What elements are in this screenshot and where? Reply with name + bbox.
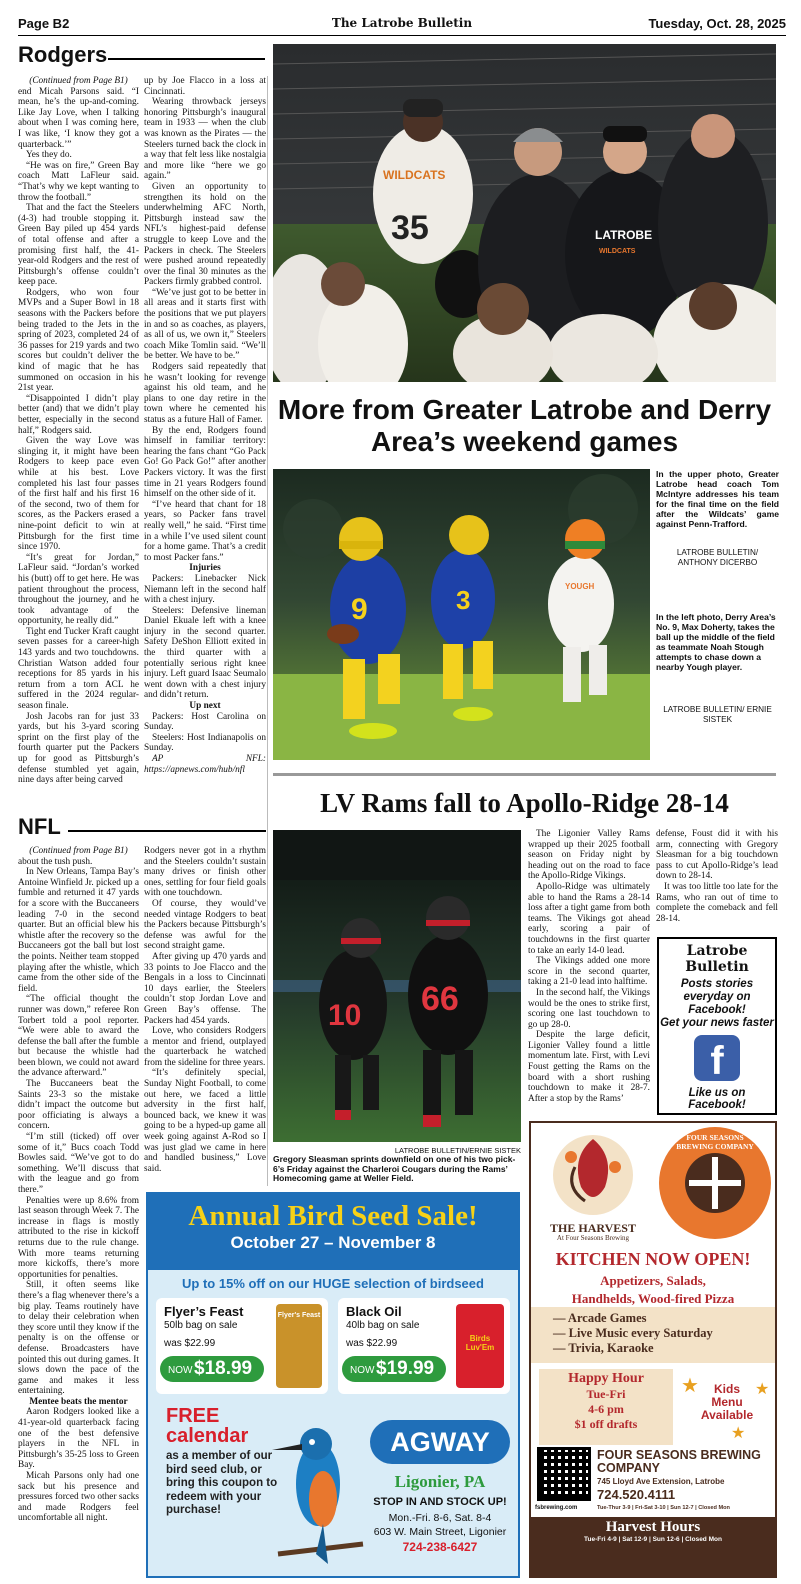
article-paragraph: end Micah Parsons said. “I mean, he’s the up-and-coming. Like Jay Love, when I talking about when I was coming here, I was like, ‘I know they got a quarterback.’”: [18, 86, 139, 150]
product-was-price: was $22.99: [346, 1338, 398, 1349]
article-paragraph: “The official thought the runner was down,” referee Ron Torbert told a pool reporter. “We were able to award the defense the ball after the fumble but because the whistle had been blown, we could not award the advance afterward.”: [18, 994, 139, 1079]
jersey-number: 3: [456, 585, 471, 615]
store-town: Ligonier, PA: [394, 1472, 486, 1491]
ap-link[interactable]: AP NFL: https://apnews.com/hub/nfl: [144, 754, 266, 775]
page-number: Page B2: [18, 16, 70, 31]
article-paragraph: By the end, Rodgers found himself in familiar territory: hearing the fans chant “Go Pack Go! Go Pack Go!” after another Packers victory. It was the first time in 21 years Rodgers found himself on the other side of it.: [144, 425, 266, 500]
ad-line-1: Posts stories everyday on Facebook!: [680, 978, 754, 1016]
derry-area-image: [273, 469, 650, 760]
coach-shirt-text: LATROBE: [595, 228, 653, 242]
company-phone: 724.520.4111: [597, 1487, 676, 1502]
agway-ad[interactable]: [146, 1192, 520, 1578]
lv-rams-column-2: [656, 829, 778, 931]
article-paragraph: After giving up 470 yards and 33 points to Joe Flacco and the Bengals in a loss to Cincinnati 10 days earlier, the Steelers couldn’t stop Jordan Love and Green Bay’s offense. The Packers had 454 yards.: [144, 951, 266, 1026]
article-paragraph: It was too little too late for the Rams, who ran out of time to complete the comeback and fell 28-14.: [656, 881, 778, 924]
team-huddle-image: [273, 44, 776, 382]
upper-photo-caption: In the upper photo, Greater Latrobe head coach Tom McIntyre addresses his team for the final time on the field after the Wildcats’ game against Penn-Trafford.: [656, 469, 779, 529]
newspaper-name: The Latrobe Bulletin: [331, 16, 473, 30]
free-calendar-text: as a member of our bird seed club, or bring this coupon to redeem with your purchase!: [166, 1450, 278, 1516]
star-icon: ★: [731, 1425, 746, 1442]
article-paragraph: That and the fact the Steelers (4-3) had trouble stopping it. Green Bay piled up 454 yards of total offense and after a promising first half, the 41-year-old Rodgers and the rest of Pittsburgh’s offense couldn’t keep pace.: [18, 203, 139, 288]
store-hours: Mon.-Fri. 8-6, Sat. 8-4: [388, 1512, 492, 1524]
jersey-number: 35: [391, 209, 429, 247]
happy-hour-time: 4-6 pm: [588, 1402, 624, 1416]
sale-title: Annual Bird Seed Sale!: [188, 1200, 478, 1232]
article-paragraph: In New Orleans, Tampa Bay’s Antoine Winfield Jr. picked up a fumble and returned it 47 yards for a score with the Buccaneers leading 7-0 in the second quarter. But an official blew his whistle after the recovery so the Buccaneers got the ball but lost the points. Neither team stopped playing after the whistle, which came from the other side of the field.: [18, 867, 139, 994]
seal-text: FOUR SEASONS BREWING COMPANY: [676, 1133, 754, 1151]
more-games-headline: More from Greater Latrobe and Derry Area’s weekend games: [277, 394, 772, 457]
harvest-name: THE HARVEST: [550, 1221, 636, 1235]
left-photo-caption: In the left photo, Derry Area’s No. 9, Max Doherty, takes the ball up the middle of the field as teammate Noah Stough attempts to chase down a nearby Yough player.: [656, 612, 776, 672]
subhead-mentee: Mentee beats the mentor: [29, 1396, 128, 1407]
harvest-hours-box: [531, 1517, 775, 1578]
article-paragraph: Rodgers said repeatedly that he wasn’t looking for revenge against his old team, and he plans to one day retire in the town where he cemented his status as a future Hall of Famer.: [144, 362, 266, 425]
article-paragraph: In the second half, the Vikings would be the ones to strike first, scoring one last touchdown to go up 28-0.: [528, 987, 650, 1030]
article-paragraph: about the tush push.: [18, 856, 93, 867]
article-paragraph: Packers: Linebacker Nick Niemann left in the second half with a chest injury.: [144, 573, 266, 606]
article-paragraph: Josh Jacobs ran for just 33 yards, but his 3-yard scoring sprint on the first play of the fourth quarter put the Packers up for good as Pittsburgh’s defense stumbled yet again, nine days after being carved: [18, 711, 139, 786]
store-phone: 724-238-6427: [402, 1540, 478, 1554]
harvest-hours-title: Harvest Hours: [605, 1519, 701, 1535]
article-paragraph: Micah Parsons only had one sack but his presence and pressures forced two other sacks and made Rodgers feel uncomfortable all night.: [18, 1471, 139, 1524]
amenities-list: [531, 1307, 775, 1363]
article-paragraph: Rodgers never got in a rhythm and the Steelers couldn’t sustain many drives or finish other ones, settling for four field goals with one touchdown.: [144, 846, 266, 899]
kids-menu: Kids Menu Available: [700, 1382, 754, 1422]
article-paragraph: “I’ve heard that chant for 18 years, so Packer fans travel really well,” he said. “First time in a while I’ve used silent count for a home game. That’s a credit to most Packer fans.”: [144, 499, 266, 563]
happy-hour-days: Tue-Fri: [586, 1387, 626, 1401]
happy-hour-box: [539, 1369, 673, 1445]
product-name: Black Oil: [346, 1304, 402, 1319]
subhead-injuries: Injuries: [189, 563, 221, 574]
product-name: Flyer’s Feast: [164, 1304, 244, 1319]
article-paragraph: Given the way Love was slinging it, it might have been Rodgers to keep pace even while at his best. Love completed his last four passes of the first half and his first 16 of the second, two of them for scores, as the Packers erased a nine-point deficit to win at Pittsburgh for the first time since 1970.: [18, 436, 139, 553]
continued-note: (Continued from Page B1): [29, 846, 128, 856]
seed-bag-image: Birds Luv'Em: [456, 1304, 504, 1388]
article-paragraph: Packers: Host Carolina on Sunday.: [144, 711, 266, 733]
harvest-hours: Tue-Fri 4-9 | Sat 12-9 | Sun 12-6 | Closed Mon: [584, 1536, 722, 1543]
kitchen-open: KITCHEN NOW OPEN!: [555, 1249, 751, 1269]
ad-line-2: Get your news faster: [660, 1017, 774, 1029]
article-paragraph: up by Joe Flacco in a loss at Cincinnati.: [144, 76, 266, 97]
article-paragraph: “We’ve just got to be better in all areas and it starts first with the positions that we put players in and so as coaches, as players, as all of us, we own it,” Steelers coach Mike Tomlin said. “We’ll be better. We have to be.”: [144, 287, 266, 362]
stock-up-line: STOP IN AND STOCK UP!: [373, 1496, 507, 1508]
ad-cta: Like us on Facebook!: [688, 1087, 746, 1111]
team-huddle-photo: [273, 44, 776, 382]
article-paragraph: The Buccaneers beat the Saints 23-3 so the mistake didn’t impact the outcome but poor officiating is always a concern.: [18, 1079, 139, 1132]
article-paragraph: Apollo-Ridge was ultimately able to hand the Rams a 28-14 loss after a tight game from both teams. The Vikings got ahead early, scoring a pair of touchdowns in the first quarter to take an early 14-0 lead.: [528, 881, 650, 956]
article-paragraph: Still, it often seems like there’s a flag whenever there’s a big play. Teams routinely have to delay their celebration when they score until they know if the penalty is on the offense or defense. Broadcasters have pointed this out during games. It slows down the pace of the game and makes it less entertaining.: [18, 1280, 139, 1397]
facebook-ad[interactable]: [657, 937, 777, 1115]
upper-photo-credit: LATROBE BULLETIN/ ANTHONY DICERBO: [676, 548, 759, 567]
page-header: [18, 14, 786, 36]
company-website[interactable]: fsbrewing.com: [535, 1505, 578, 1511]
article-paragraph: Rodgers, who won four MVPs and a Super Bowl in 18 seasons with the Packers before being traded to the Jets in the spring of 2023, completed 24 of 36 passes for 219 yards and two scores but couldn’t deliver the kind of magic that he has summoned on occasion in his 21st year.: [18, 287, 139, 394]
article-paragraph: Tight end Tucker Kraft caught seven passes for a career-high 143 yards and two touchdowns. Christian Watson added four receptions for 85 yards in his return from a torn ACL he suffered in the 2024 regular-season finale.: [18, 626, 139, 712]
rams-photo-caption: Gregory Sleasman sprints downfield on one of his two pick-6’s Friday against the Charleroi Cougars during the Rams’ Homecoming game at Weller Field.: [273, 1154, 516, 1184]
agway-logo: AGWAY: [370, 1420, 510, 1464]
menu-line-2: Handhelds, Wood-fired Pizza: [571, 1291, 735, 1306]
article-paragraph: The Ligonier Valley Rams wrapped up their 2025 football season on Friday night by heading out on the road to face the Apollo-Ridge Vikings.: [528, 829, 650, 882]
product-size: 50lb bag on sale: [164, 1320, 238, 1331]
jersey-text: YOUGH: [565, 582, 595, 591]
article-paragraph: “I’m still (ticked) off over some of it,” Bucs coach Todd Bowles said. “We’ve got to do something. We’ll discuss that with the league and go from there.”: [18, 1132, 139, 1195]
rams-photo-credit: LATROBE BULLETIN/ERNIE SISTEK: [394, 1146, 521, 1155]
facebook-icon: f: [694, 1035, 740, 1081]
star-icon: ★: [681, 1375, 699, 1397]
jersey-number: 10: [328, 999, 362, 1032]
coach-shirt-subtext: WILDCATS: [599, 248, 636, 255]
headline-rule: [68, 830, 266, 832]
section-divider: [273, 773, 776, 776]
happy-hour-title: Happy Hour: [568, 1371, 644, 1386]
star-icon: ★: [755, 1381, 770, 1398]
qr-code-icon[interactable]: [537, 1447, 591, 1501]
nfl-column-1: [18, 846, 139, 1576]
continued-note: (Continued from Page B1): [29, 76, 128, 86]
rodgers-column-1: [18, 76, 139, 813]
nfl-headline: NFL: [18, 814, 61, 839]
nfl-column-2: [144, 846, 266, 1188]
article-paragraph: Wearing throwback jerseys honoring Pittsburgh’s inaugural team in 1933 — when the club was known as the Pirates — the Steelers turned back the clock in a way that felt less like nostalgia and more like “here we go again.”: [144, 97, 266, 182]
harvest-logo-icon: [545, 1127, 641, 1221]
rodgers-column-2: [144, 76, 266, 813]
brewery-hours: Tue-Thur 3-9 | Fri-Sat 3-10 | Sun 12-7 | Closed Mon: [597, 1505, 730, 1511]
article-paragraph: Despite the large deficit, Ligonier Valley found a little momentum late. First, with Levi Foust getting the Rams on the board with a short rushing touchdown to make it 28-7. After a stop by the Rams’: [528, 1030, 650, 1104]
derry-area-photo: [273, 469, 650, 760]
article-paragraph: “Disappointed I didn’t play better (and) that we didn’t play better, especially in the second half,” Rodgers said.: [18, 393, 139, 436]
article-paragraph: Given an opportunity to strengthen its hold on the underwhelming AFC North, Pittsburgh instead saw the NFL’s highest-paid defense struggle to keep Love and the Packers in check. The Steelers were pushed around repeatedly over the final 30 minutes as the Packers firmly grabbed control.: [144, 181, 266, 288]
kingfisher-bird-icon: [268, 1404, 368, 1574]
product-was-price: was $22.99: [164, 1338, 216, 1349]
rodgers-headline: Rodgers: [18, 42, 108, 67]
column-rule: [267, 76, 268, 1186]
jersey-text: WILDCATS: [383, 168, 446, 182]
amenity-item: — Arcade Games: [553, 1311, 647, 1325]
left-photo-credit: LATROBE BULLETIN/ ERNIE SISTEK: [663, 705, 772, 724]
lv-rams-column-1: [528, 829, 650, 1121]
article-paragraph: Steelers: Host Indianapolis on Sunday.: [144, 732, 266, 754]
article-paragraph: Of course, they would’ve needed vintage Rodgers to beat the Packers because Pittsburgh’s defense was awful for the second straight game.: [144, 898, 266, 952]
four-seasons-ad[interactable]: [529, 1121, 777, 1578]
subhead-up-next: Up next: [189, 701, 221, 712]
article-paragraph: “He was on fire,” Green Bay coach Matt LaFleur said. “That’s why we kept wanting to throw the football.”: [18, 160, 139, 203]
lv-rams-headline: LV Rams fall to Apollo-Ridge 28-14: [320, 788, 729, 818]
sale-price: $19.99: [376, 1358, 435, 1379]
article-paragraph: Penalties were up 8.6% from last season through Week 7. The increase in flags is mostly attributed to the rise in kickoff returns due to the rule change. With more teams returning more kickoffs, there’s more opportunities for penalties.: [18, 1195, 139, 1280]
product-size: 40lb bag on sale: [346, 1320, 420, 1331]
rams-photo: [273, 830, 521, 1142]
sale-price: $18.99: [194, 1358, 253, 1379]
article-paragraph: Aaron Rodgers looked like a 41-year-old quarterback facing one of the best defensive players in the NFL in Pittsburgh’s 35-25 loss to Green Bay.: [18, 1407, 139, 1471]
seed-bag-image: Flyer's Feast: [276, 1304, 322, 1388]
menu-line-1: Appetizers, Salads,: [600, 1273, 706, 1288]
headline-rule: [108, 58, 265, 60]
sale-dates: October 27 – November 8: [230, 1233, 436, 1252]
happy-hour-deal: $1 off drafts: [574, 1417, 638, 1431]
harvest-subtitle: At Four Seasons Brewing: [556, 1234, 630, 1242]
amenity-item: — Trivia, Karaoke: [553, 1341, 654, 1355]
article-paragraph: Yes they do.: [26, 150, 72, 161]
rams-image: [273, 830, 521, 1142]
article-paragraph: The Vikings added one more score in the second quarter, taking a 21-0 lead into halftime.: [528, 956, 650, 988]
now-label: NOW: [350, 1365, 375, 1376]
promo-line: Up to 15% off on our HUGE selection of birdseed: [182, 1276, 484, 1291]
article-paragraph: defense, Foust did it with his arm, connecting with Gregory Sleasman for a big touchdown pass to cut Apollo-Ridge’s lead down to 28-14.: [656, 829, 778, 882]
store-address: 603 W. Main Street, Ligonier: [373, 1526, 507, 1538]
article-paragraph: Love, who considers Rodgers a mentor and friend, outplayed the quarterback he watched from the sideline for three years.: [144, 1026, 266, 1068]
now-label: NOW: [168, 1365, 193, 1376]
article-paragraph: “It’s great for Jordan,” LaFleur said. “Jordan’s worked his (butt) off to get here. He was patient throughout the process, throughout the journey, and he took advantage of the opportunity, he really did.”: [18, 552, 139, 627]
amenity-item: — Live Music every Saturday: [553, 1326, 713, 1340]
free-label: FREE: [166, 1405, 220, 1427]
article-paragraph: Steelers: Defensive lineman Daniel Ekuale left with a knee injury in the second quarter. Safety DeShon Elliott exited in the third quarter with a potentially serious right knee injury. Left guard Isaac Seumalo went down with a chest injury and didn’t return.: [144, 605, 266, 701]
company-name: FOUR SEASONS BREWING COMPANY: [597, 1448, 761, 1475]
calendar-label: calendar: [166, 1425, 249, 1447]
brewing-seal-icon: [659, 1127, 771, 1239]
company-address: 745 Lloyd Ave Extension, Latrobe: [597, 1477, 725, 1486]
jersey-number: 9: [351, 593, 368, 626]
jersey-number: 66: [421, 980, 459, 1018]
issue-date: Tuesday, Oct. 28, 2025: [648, 16, 786, 31]
article-paragraph: “It’s definitely special, Sunday Night Football, to come out here, we faced a little adversity in the first half, bounced back, we knew it was going to be a hyped-up game all week going against A-Rod so I was just glad we came in here and handled business,” Love said.: [144, 1068, 266, 1174]
ad-brand: Latrobe Bulletin: [685, 943, 749, 975]
